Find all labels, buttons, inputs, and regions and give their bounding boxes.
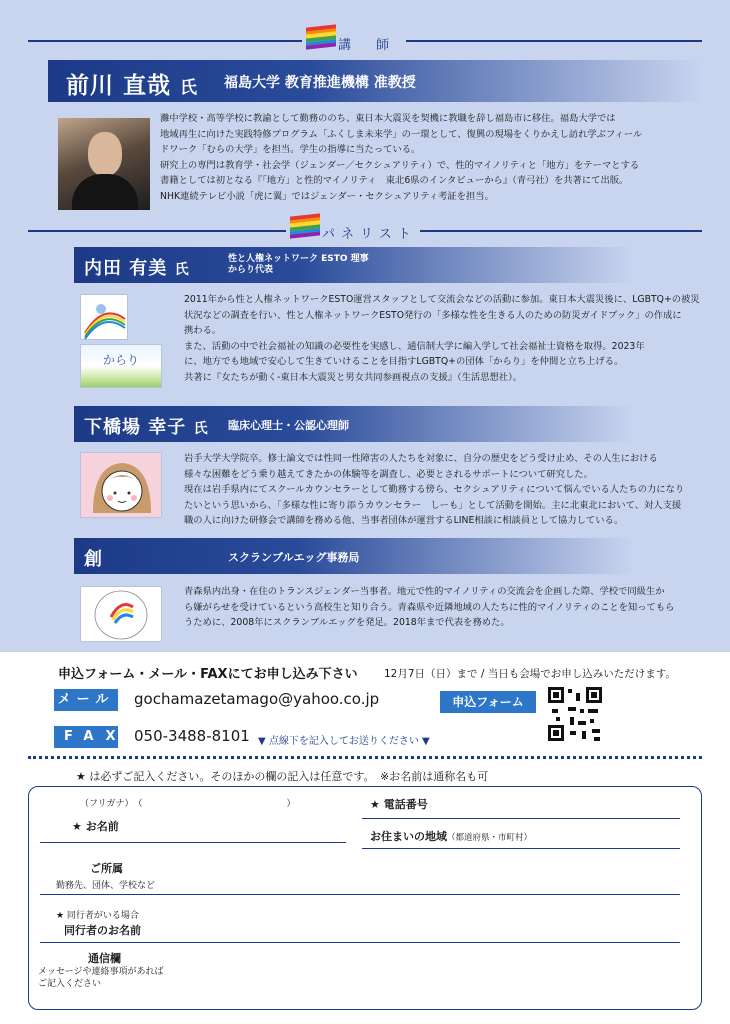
instructor-bio: 灘中学校・高等学校に教諭として勤務ののち、東日本大震災を契機に教職を辞し福島市に移住。福島大学では 地域再生に向けた実践特修プログラム「ふくしま未来学」の一環として、復興の現場をくりかえし訪れ学ぶフィール ドワーク「むらの大学」を担当。学生の指導に当たっている。 研究上の専門は教育学・社会学（ジェンダー／セクシュアリティ）で、性的マイノリティと「地方」をテーマとする 書籍としては初となる『「地方」と性的マイノリティ 東北6県のインタビューから』（青弓社）を共著にて出版。 NHK連続テレビ小説「虎に翼」ではジェンダー・セクシュアリティ考証を担当。 xyxy=(160,113,643,202)
application-form-button[interactable]: 申込フォーム xyxy=(440,691,536,713)
panelist-bio: 岩手大学大学院卒。修士論文では性同一性障害の人たちを対象に、自分の歴史をどう受け止め、その人生における 様々な困難をどう乗り越えてきたかの体験等を調査し、必要とされるサポートについて研究した。 現在は岩手県内にてスクールカウンセラーとして勤務する傍ら、セクシュアリティについて悩んでいる人たちの力になり たいという思いから、「多様な性に寄り添うカウンセラー しーも」として活動を開始。主に北東北において、対人支援 職の人に向けた研修会で講師を務める他、当事者団体が運営するLINE相談に相談員として協力している。 xyxy=(184,453,685,527)
form-notice: ★ は必ずご記入ください。そのほかの欄の記入は任意です。 ※お名前は通称名も可 xyxy=(76,770,489,783)
section-rule-right xyxy=(406,40,702,42)
panelist-bio: 2011年から性と人権ネットワークESTO運営スタッフとして交流会などの活動に参加。東日本大震災後に、LGBTQ+の被災 状況などの調査を行い、性と人権ネットワークESTO発行の「多様な性を生きる人のための防災ガイドブック」の作成に 携わる。 また、活動の中で社会福祉の知識の必要性を実感し、通信制大学に編入学して社会福祉士資格を取得。2023年 に、地方でも地域で安心して生きていけることを目指すLGBTQ+の団体「からり」を仲間と立ち上げる。 共著に『女たちが動く-東日本大震災と男女共同参画視点の支援』（生活思想社）。 xyxy=(184,294,700,383)
area-field-line[interactable] xyxy=(362,848,680,849)
fax-label: FAX xyxy=(54,726,118,748)
message-field-label: 通信欄 xyxy=(88,952,121,965)
area-field-label: お住まいの地域（都道府県・市町村） xyxy=(370,830,533,843)
companion-note: ★ 同行者がいる場合 xyxy=(56,911,139,921)
companion-field-line[interactable] xyxy=(40,942,680,943)
fax-number: 050-3488-8101 xyxy=(134,727,250,745)
instructor-name-bar xyxy=(48,60,702,102)
name-field-label: ★ お名前 xyxy=(72,820,119,833)
application-deadline: 12月7日（日）まで / 当日も会場でお申し込みいただけます。 xyxy=(384,668,676,680)
cut-line xyxy=(28,756,702,759)
panelist-name: 創 xyxy=(84,549,103,570)
instructor-name: 前川 直哉 氏 xyxy=(66,73,199,99)
panelist-name: 下橋場 幸子 氏 xyxy=(84,417,209,438)
panelist-name: 内田 有美 氏 xyxy=(84,258,190,279)
section-rule-left xyxy=(28,40,302,42)
affiliation-field-note: 勤務先、団体、学校など xyxy=(56,881,156,891)
message-field-note: メッセージや連絡事項があれば ご記入ください xyxy=(38,967,164,989)
panelist-name-bar xyxy=(74,406,634,442)
rainbow-flag-icon xyxy=(306,24,336,49)
qr-code[interactable] xyxy=(548,687,602,741)
name-field-line[interactable] xyxy=(40,842,346,843)
karari-logo-text: からり xyxy=(103,353,140,367)
rainbow-flag-icon xyxy=(290,213,320,238)
section-rule-right xyxy=(420,230,702,232)
phone-field-label: ★ 電話番号 xyxy=(370,798,428,811)
scrambled-egg-logo xyxy=(80,586,162,642)
panelist-bio: 青森県内出身・在住のトランスジェンダー当事者。地元で性的マイノリティの交流会を企画した際、学校で同級生か ら嫌がらせを受けているという高校生と知り合う。青森県や近隣地域の人たちに性的マイノリティのことを知ってもら うために、2008年にスクランブルエッグを発足。2018年まで代表を務めた。 xyxy=(184,586,675,629)
panelist-name-bar xyxy=(74,538,634,574)
companion-field-label: 同行者のお名前 xyxy=(64,924,141,937)
affiliation-field-label: ご所属 xyxy=(90,862,123,875)
affiliation-field-line[interactable] xyxy=(40,894,680,895)
furigana-label: （フリガナ） （ ） xyxy=(80,799,296,809)
person-illustration-icon xyxy=(81,453,163,519)
panelist-name-bar xyxy=(74,247,634,283)
fax-instruction: ▼ 点線下を記入してお送りください ▼ xyxy=(258,736,430,747)
panelist-logo xyxy=(80,294,128,340)
instructor-section-title: 講 師 xyxy=(338,38,396,53)
panelist-affiliation: 性と人権ネットワーク ESTO 理事 からり代表 xyxy=(228,254,369,275)
instructor-affiliation: 福島大学 教育推進機構 准教授 xyxy=(224,75,416,91)
phone-field-line[interactable] xyxy=(362,818,680,819)
instructor-photo xyxy=(58,118,150,210)
karari-logo xyxy=(80,344,162,388)
panelist-affiliation: 臨床心理士・公認心理師 xyxy=(228,419,349,432)
panelist-illustration xyxy=(80,452,162,518)
section-rule-left xyxy=(28,230,286,232)
email-link[interactable]: gochamazetamago@yahoo.co.jp xyxy=(134,690,380,708)
mail-label: メール xyxy=(54,689,118,711)
application-headline: 申込フォーム・メール・FAXにてお申し込み下さい xyxy=(58,667,358,682)
panelist-section-title: パネリスト xyxy=(322,227,417,242)
panelist-affiliation: スクランブルエッグ事務局 xyxy=(228,551,360,564)
egg-logo-icon xyxy=(81,587,163,643)
